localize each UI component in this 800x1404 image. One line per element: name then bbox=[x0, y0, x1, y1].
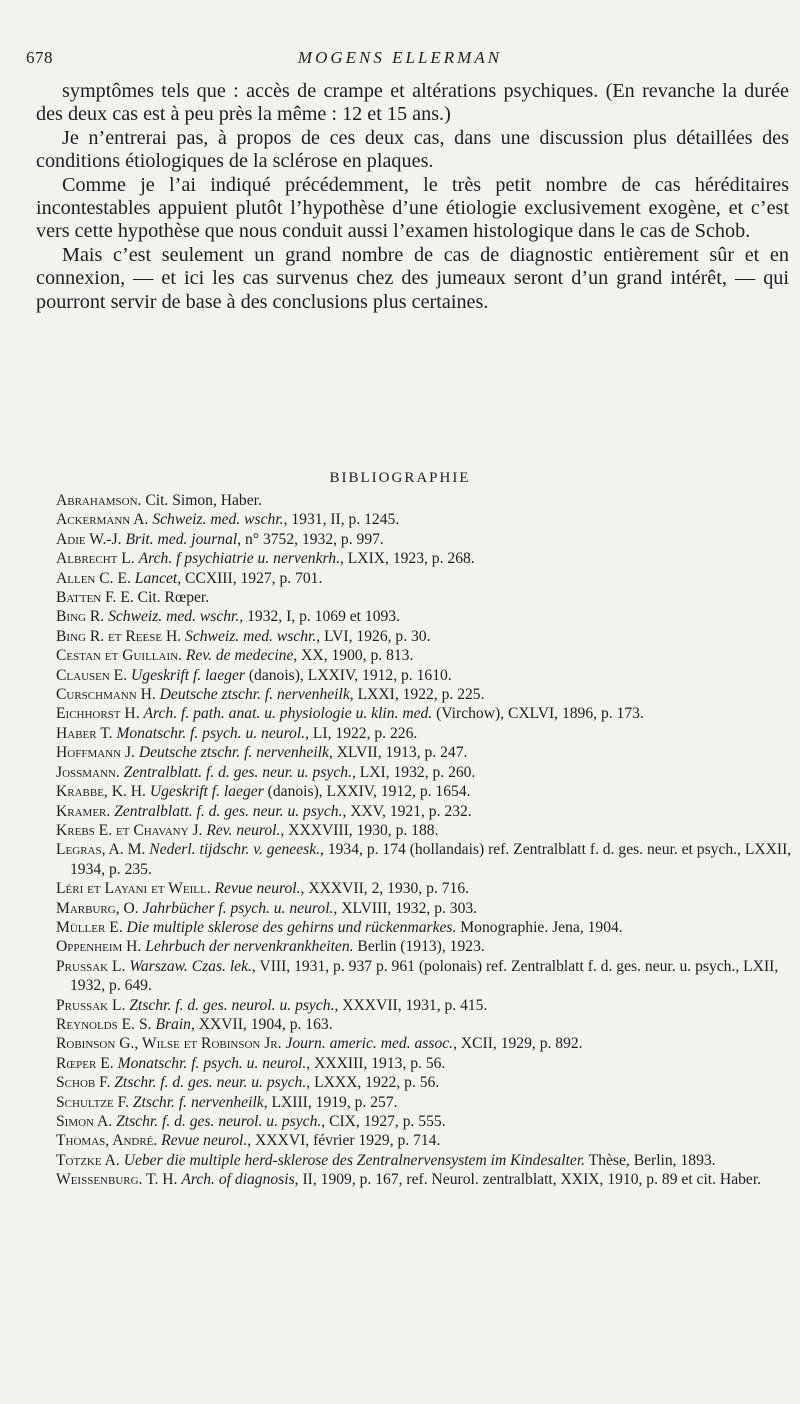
entry-author: Haber T. bbox=[56, 724, 113, 742]
entry-text: , LVI, 1926, p. 30. bbox=[316, 627, 431, 645]
page-header bbox=[0, 48, 800, 76]
entry-title: Revue neurol. bbox=[161, 1132, 248, 1150]
entry-title: Monatschr. f. psych. u. neurol. bbox=[116, 724, 306, 742]
entry-author: Robinson G., Wilse et Robinson Jr. bbox=[56, 1035, 282, 1053]
entry-author: Kramer. bbox=[56, 802, 111, 820]
bibliography-entry bbox=[56, 1073, 794, 1092]
entry-author: Abrahamson. bbox=[56, 492, 142, 509]
entry-author: Krebs E. et Chavany J. bbox=[56, 821, 203, 839]
entry-author: Krabbe, K. H. bbox=[56, 783, 146, 801]
entry-text: , LXXI, 1922, p. 225. bbox=[349, 686, 485, 704]
entry-title: Nederl. tijdschr. v. geneesk. bbox=[149, 841, 321, 859]
bibliography-entry bbox=[56, 879, 794, 898]
bibliography-entry bbox=[56, 1054, 794, 1073]
entry-title: Ztschr. f. d. ges. neur. u. psych. bbox=[114, 1074, 307, 1092]
entry-title: Schweiz. med. wschr. bbox=[185, 627, 317, 645]
bibliography-entry bbox=[56, 1170, 794, 1189]
entry-text: , CCXIII, 1927, p. 701. bbox=[177, 569, 323, 587]
entry-title: Ugeskrift f. laeger bbox=[131, 666, 245, 684]
entry-author: Prussak L. bbox=[56, 996, 126, 1014]
running-title: MOGENS ELLERMAN bbox=[297, 48, 503, 67]
bibliography-entry bbox=[56, 1112, 794, 1131]
entry-author: Curschmann H. bbox=[56, 686, 156, 704]
bibliography-entry bbox=[56, 802, 794, 821]
entry-author: Cestan et Guillain. bbox=[56, 647, 182, 665]
bibliography-entry bbox=[56, 530, 794, 549]
bibliography-entry bbox=[56, 549, 794, 568]
entry-author: Totzke A. bbox=[56, 1151, 120, 1169]
entry-text: , XXXVI, février 1929, p. 714. bbox=[247, 1132, 441, 1150]
bibliography-entry bbox=[56, 996, 794, 1015]
entry-author: Eichhorst H. bbox=[56, 705, 140, 723]
bibliography-entry bbox=[56, 627, 794, 646]
entry-title: Lehrbuch der nervenkrankheiten. bbox=[145, 938, 354, 956]
entry-author: Léri et Layani et Weill. bbox=[56, 880, 211, 898]
bibliography-entry bbox=[56, 1034, 794, 1053]
page-number: 678 bbox=[26, 48, 53, 67]
entry-text: , XXXVII, 2, 1930, p. 716. bbox=[300, 880, 470, 898]
bibliography-entry bbox=[56, 607, 794, 626]
entry-title: Ztschr. f. d. ges. neurol. u. psych. bbox=[116, 1113, 322, 1130]
bibliography-entry bbox=[56, 666, 794, 685]
entry-text: , XX, 1900, p. 813. bbox=[293, 647, 414, 665]
entry-author: Rœper E. bbox=[56, 1054, 114, 1072]
entry-title: Deutsche ztschr. f. nervenheilk bbox=[159, 686, 350, 704]
entry-title: Ztschr. f. d. ges. neurol. u. psych. bbox=[129, 996, 335, 1014]
bibliography-entry bbox=[56, 1093, 794, 1112]
entry-title: Monatschr. f. psych. u. neurol. bbox=[117, 1054, 307, 1072]
bibliography-entry bbox=[56, 782, 794, 801]
bibliography-entry bbox=[56, 1131, 794, 1150]
entry-title: Schweiz. med. wschr. bbox=[108, 608, 240, 626]
entry-author: Simon A. bbox=[56, 1113, 113, 1130]
entry-text: Thèse, Berlin, 1893. bbox=[585, 1151, 716, 1169]
entry-title: Jahrbücher f. psych. u. neurol. bbox=[142, 899, 334, 917]
entry-text: Monographie. Jena, 1904. bbox=[456, 918, 623, 936]
entry-author: Jossmann. bbox=[56, 763, 120, 781]
entry-text: , XCII, 1929, p. 892. bbox=[453, 1035, 583, 1053]
entry-author: Ackermann A. bbox=[56, 511, 149, 529]
entry-text: , XXV, 1921, p. 232. bbox=[342, 802, 472, 820]
entry-text: , VIII, 1931, p. 937 p. 961 (polonais) ref. Zentralblatt f. d. ges. neur. u. psych., LXII, 1932, p. 649. bbox=[70, 957, 779, 995]
entry-text: , XXVII, 1904, p. 163. bbox=[190, 1015, 333, 1033]
bibliography-entry bbox=[56, 918, 794, 937]
entry-author: Prussak L. bbox=[56, 957, 126, 975]
entry-text: , LXIX, 1923, p. 268. bbox=[339, 550, 475, 568]
entry-text: , n° 3752, 1932, p. 997. bbox=[237, 530, 384, 548]
entry-title: Arch. f psychiatrie u. nervenkrh. bbox=[138, 550, 340, 568]
entry-title: Ugeskrift f. laeger bbox=[149, 783, 264, 801]
entry-title: Brit. med. journal bbox=[125, 530, 238, 548]
bibliography-entry bbox=[56, 840, 794, 879]
entry-title: Deutsche ztschr. f. nervenheilk bbox=[138, 744, 329, 762]
bibliography-list bbox=[56, 491, 794, 1190]
entry-author: Schob F. bbox=[56, 1074, 111, 1092]
bibliography-entry bbox=[56, 724, 794, 743]
entry-author: Thomas, André. bbox=[56, 1132, 158, 1150]
entry-text: (Virchow), CXLVI, 1896, p. 173. bbox=[432, 705, 644, 723]
entry-text: , LI, 1922, p. 226. bbox=[305, 724, 418, 742]
entry-title: Ztschr. f. nervenheilk bbox=[132, 1093, 264, 1111]
body-text bbox=[36, 80, 789, 314]
bibliography-entry bbox=[56, 491, 794, 510]
entry-title: Arch. f. path. anat. u. physiologie u. klin. med. bbox=[143, 705, 433, 723]
entry-text: , CIX, 1927, p. 555. bbox=[321, 1113, 446, 1130]
entry-text: Berlin (1913), 1923. bbox=[353, 938, 485, 956]
bibliography-entry bbox=[56, 1151, 794, 1170]
entry-text: Cit. Rœper. bbox=[133, 589, 210, 607]
entry-text: , II, 1909, p. 167, ref. Neurol. zentralblatt, XXIX, 1910, p. 89 et cit. Haber. bbox=[294, 1171, 762, 1189]
entry-text: , 1932, I, p. 1069 et 1093. bbox=[239, 608, 401, 626]
entry-title: Revue neurol. bbox=[214, 880, 301, 898]
bibliography-entry bbox=[56, 899, 794, 918]
entry-author: Batten F. E. bbox=[56, 589, 134, 607]
paragraph: Comme je l’ai indiqué précédemment, le très petit nombre de cas héréditaires incontestables appuient plutôt l’hypothèse d’une étiologie exclusivement exogène, et c’est vers cette hypothèse que nous conduit aussi l’examen histologique dans le cas de Schob. bbox=[36, 173, 789, 243]
entry-author: Clausen E. bbox=[56, 666, 128, 684]
entry-author: Albrecht L. bbox=[56, 550, 135, 568]
entry-title: Lancet bbox=[134, 569, 178, 587]
bibliography-entry bbox=[56, 821, 794, 840]
entry-author: Bing R. bbox=[56, 608, 105, 626]
entry-title: Rev. de medecine bbox=[185, 647, 294, 665]
entry-author: Reynolds E. S. bbox=[56, 1015, 152, 1033]
bibliography-entry bbox=[56, 704, 794, 723]
entry-author: Marburg, O. bbox=[56, 899, 139, 917]
entry-title: Zentralblatt. f. d. ges. neur. u. psych. bbox=[123, 763, 352, 781]
entry-author: Allen C. E. bbox=[56, 569, 131, 587]
entry-text: , LXIII, 1919, p. 257. bbox=[263, 1093, 398, 1111]
bibliography-entry bbox=[56, 957, 794, 996]
entry-title: Ueber die multiple herd-sklerose des Zentralnervensystem im Kindesalter. bbox=[123, 1151, 586, 1169]
paragraph: symptômes tels que : accès de crampe et altérations psychiques. (En revanche la durée des deux cas est à peu près la même : 12 et 15 ans.) bbox=[36, 80, 789, 126]
paragraph: Je n’entrerai pas, à propos de ces deux cas, dans une discussion plus détaillées des conditions étiologiques de la sclérose en plaques. bbox=[36, 126, 789, 173]
bibliography-entry bbox=[56, 510, 794, 529]
entry-title: Zentralblatt. f. d. ges. neur. u. psych. bbox=[114, 802, 343, 820]
entry-text: , 1931, II, p. 1245. bbox=[283, 511, 400, 529]
entry-title: Die multiple sklerose des gehirns und rückenmarkes. bbox=[126, 918, 457, 936]
entry-text: , LXXX, 1922, p. 56. bbox=[306, 1074, 440, 1092]
bibliography-entry bbox=[56, 937, 794, 956]
entry-author: Oppenheim H. bbox=[56, 938, 142, 956]
bibliography-heading: BIBLIOGRAPHIE bbox=[329, 470, 471, 486]
bibliography-entry bbox=[56, 743, 794, 762]
entry-title: Schweiz. med. wschr. bbox=[152, 511, 284, 529]
bibliography-entry bbox=[56, 1015, 794, 1034]
entry-title: Brain bbox=[155, 1015, 191, 1033]
entry-title: Warszaw. Czas. lek. bbox=[129, 957, 252, 975]
entry-text: , XXXVIII, 1930, p. 188. bbox=[280, 821, 439, 839]
entry-author: Weissenburg. T. H. bbox=[56, 1171, 178, 1189]
entry-title: Arch. of diagnosis bbox=[181, 1171, 295, 1189]
entry-text: Cit. Simon, Haber. bbox=[141, 492, 262, 509]
entry-text: , XLVIII, 1932, p. 303. bbox=[333, 899, 478, 917]
entry-author: Schultze F. bbox=[56, 1093, 129, 1111]
bibliography-entry bbox=[56, 685, 794, 704]
entry-title: Journ. americ. med. assoc. bbox=[285, 1035, 454, 1053]
entry-text: (danois), LXXIV, 1912, p. 1610. bbox=[244, 666, 452, 684]
entry-author: Adie W.-J. bbox=[56, 530, 122, 548]
entry-title: Rev. neurol. bbox=[206, 821, 281, 839]
entry-text: , XLVII, 1913, p. 247. bbox=[328, 744, 468, 762]
entry-author: Bing R. et Reese H. bbox=[56, 627, 182, 645]
entry-text: , XXXIII, 1913, p. 56. bbox=[306, 1054, 446, 1072]
entry-author: Hoffmann J. bbox=[56, 744, 135, 762]
entry-text: , 1934, p. 174 (hollandais) ref. Zentralblatt f. d. ges. neur. et psych., LXXII, 1934, p. 235. bbox=[70, 841, 792, 878]
entry-text: , LXI, 1932, p. 260. bbox=[351, 763, 476, 781]
entry-author: Legras, A. M. bbox=[56, 841, 146, 859]
entry-author: Müller E. bbox=[56, 918, 123, 936]
paragraph: Mais c’est seulement un grand nombre de cas de diagnostic entièrement sûr et en connexion, — et ici les cas survenus chez des jumeaux seront d’un grand intérêt, — qui pourront servir de base à des conclusions plus certaines. bbox=[36, 243, 789, 313]
entry-text: , XXXVII, 1931, p. 415. bbox=[334, 996, 488, 1014]
bibliography-entry bbox=[56, 588, 794, 607]
bibliography-entry bbox=[56, 569, 794, 588]
entry-text: (danois), LXXIV, 1912, p. 1654. bbox=[263, 783, 471, 801]
bibliography-entry bbox=[56, 763, 794, 782]
bibliography-entry bbox=[56, 646, 794, 665]
